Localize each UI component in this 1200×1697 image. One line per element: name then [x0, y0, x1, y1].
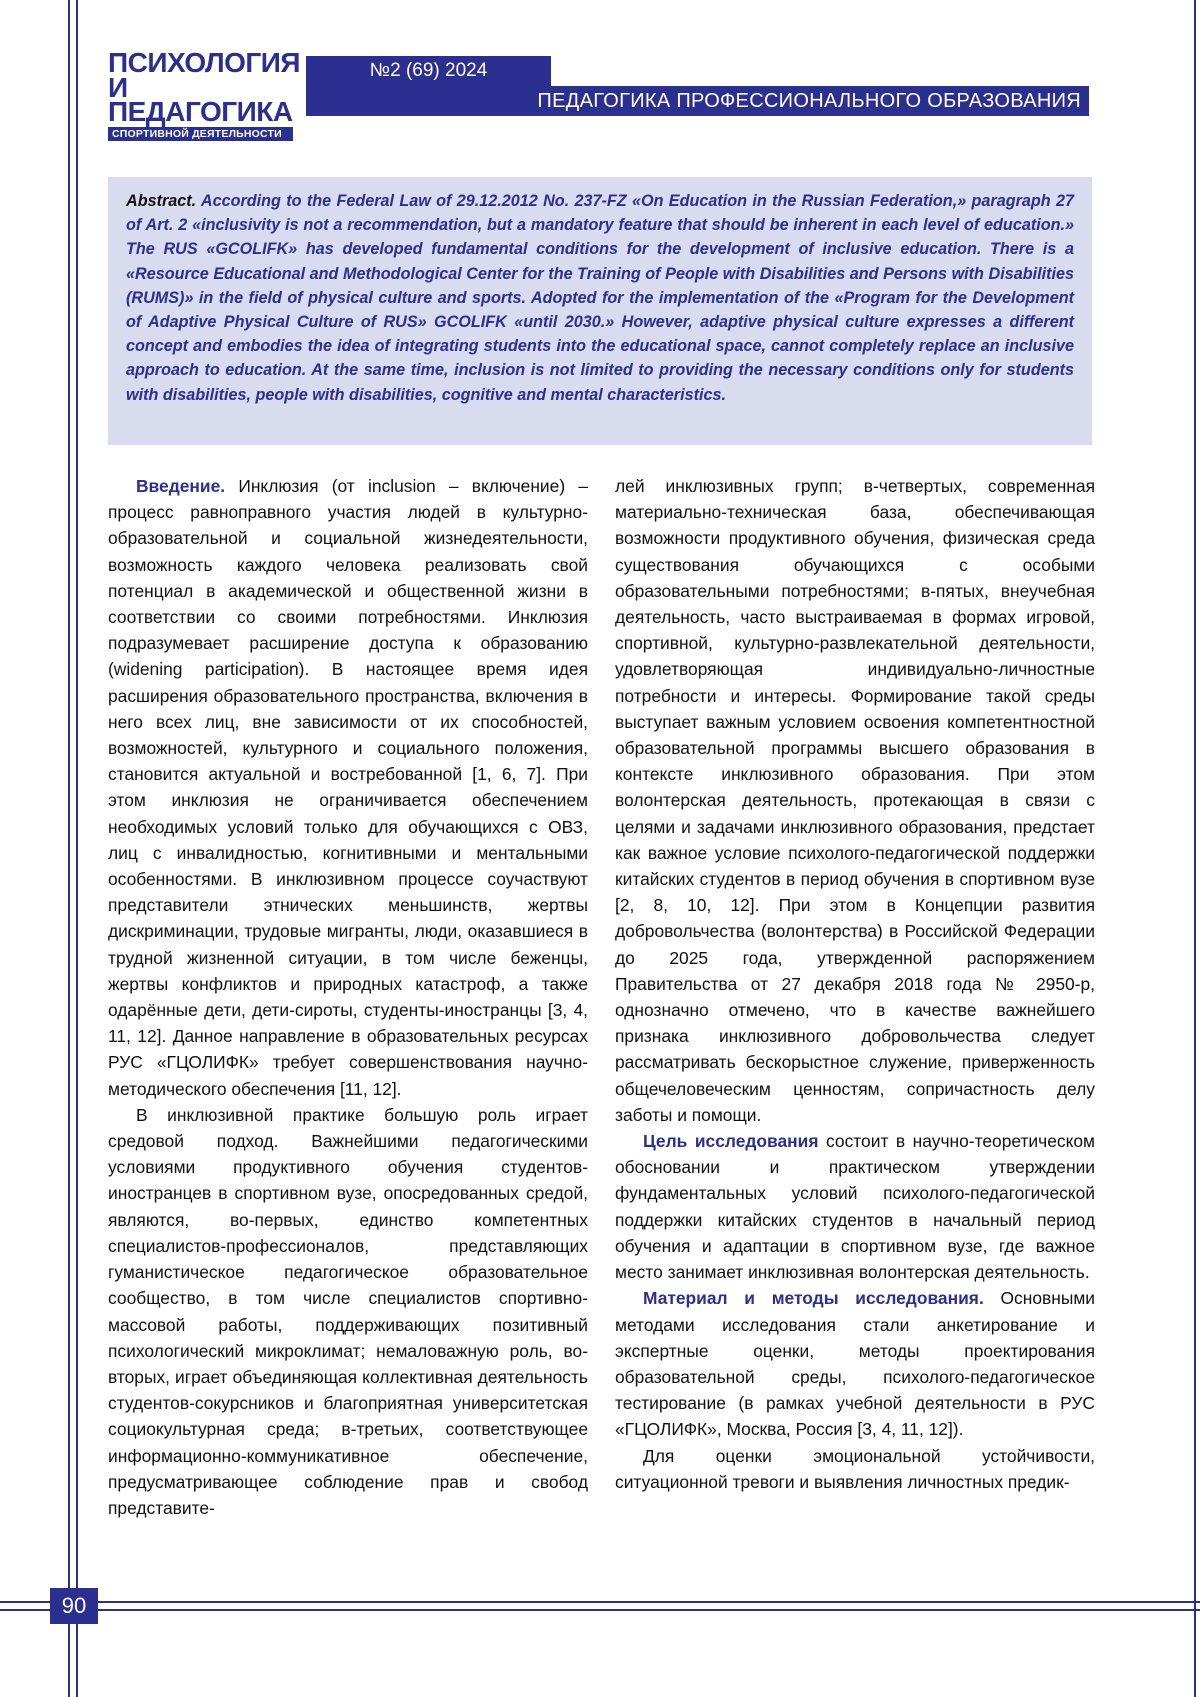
section-title: ПЕДАГОГИКА ПРОФЕССИОНАЛЬНОГО ОБРАЗОВАНИЯ	[306, 86, 1089, 116]
paragraph-text: состоит в научно-теоретическом обосновании и практическом утверждении фундаментальных условий психолого-педагогической поддержки китайских студентов в начальный период обучения и адаптации в спортивном вузе, где важное место занимает инклюзивная волонтерская деятельность.	[615, 1131, 1095, 1283]
paragraph-assessment	[615, 1443, 1095, 1495]
page-number: 90	[50, 1588, 98, 1624]
abstract-label: Abstract.	[126, 192, 197, 210]
frame-bottom-line	[0, 1601, 1200, 1603]
heading-aim: Цель исследования	[643, 1131, 819, 1152]
right-column	[615, 473, 1095, 1495]
issue-number: №2 (69) 2024	[306, 56, 551, 86]
frame-left-line	[68, 0, 70, 1697]
frame-right-line	[1194, 0, 1196, 1697]
logo-line-2: И ПЕДАГОГИКА	[108, 72, 293, 127]
paragraph-text: Для оценки эмоциональной устойчивости, ситуационной тревоги и выявления личностных предик-	[615, 1445, 1095, 1492]
frame-bottom-line-inner	[0, 1609, 1200, 1611]
journal-logo	[108, 47, 301, 141]
paragraph-text: Основными методами исследования стали анкетирование и экспертные оценки, методы проектирования образовательной среды, психолого-педагогическое тестирование (в рамках учебной деятельности в РУС «ГЦОЛИФК», Москва, Россия [3, 4, 11, 12]).	[615, 1288, 1095, 1440]
paragraph-continuation	[615, 473, 1095, 1128]
heading-introduction: Введение.	[136, 476, 226, 496]
paragraph-text: лей инклюзивных групп; в-четвертых, современная материально-техническая база, обеспечивающая возможности продуктивного обучения, физическая среда существования обучающихся с особыми образовательными потребностями; в-пятых, внеучебная деятельность, часто выстраиваемая в формах игровой, спортивной, культурно-развлекательной деятельности, удовлетворяющая индивидуально-личностные потребности и интересы. Формирование такой среды выступает важным условием освоения компетентностной образовательной программы высшего образования в контексте инклюзивного образования. При этом волонтерская деятельность, протекающая в связи с целями и задачами инклюзивного образования, предстает как важное условие психолого-педагогической поддержки китайских студентов в период обучения в спортивном вузе [2, 8, 10, 12]. При этом в Концепции развития добровольчества (волонтерства) в Российской Федерации до 2025 года, утвержденной распоряжением Правительства от 27 декабря 2018 года № 2950-р, однозначно отмечено, что в качестве важнейшего признака инклюзивного добровольчества следует рассматривать бескорыстное служение, приверженность общечеловеческим ценностям, сопричастность делу заботы и помощи.	[615, 476, 1095, 1125]
paragraph-environment	[108, 1102, 588, 1521]
logo-line-1: ПСИХОЛОГИЯ	[108, 47, 301, 78]
paragraph-methods	[615, 1285, 1095, 1442]
abstract-text: According to the Federal Law of 29.12.2012 No. 237-FZ «On Education in the Russian Federation,» paragraph 27 of Art. 2 «inclusivity is not a recommendation, but a mandatory feature that should be inherent in each level of education.» The RUS «GCOLIFK» has developed fundamental conditions for the development of inclusive education. There is a «Resource Educational and Methodological Center for the Training of People with Disabilities and Persons with Disabilities (RUMS)» in the field of physical culture and sports. Adopted for the implementation of the «Program for the Development of Adaptive Physical Culture of RUS» GCOLIFK «until 2030.» However, adaptive physical culture expresses a different concept and embodies the idea of integrating students into the educational space, cannot completely replace an inclusive approach to education. At the same time, inclusion is not limited to providing the necessary conditions only for students with disabilities, people with disabilities, cognitive and mental characteristics.	[126, 192, 1074, 404]
left-column	[108, 473, 588, 1521]
frame-left-line-inner	[76, 0, 78, 1697]
paragraph-text: Инклюзия (от inclusion – включение) – процесс равноправного участия людей в культурно-образовательной и социальной жизнедеятельности, возможность каждого человека реализовать свой потенциал в академической и общественной жизни в соответствии со своими потребностями. Инклюзия подразумевает расширение доступа к образованию (widening participation). В настоящее время идея расширения образовательного пространства, включения в него всех лиц, вне зависимости от их способностей, возможностей, культурного и социального положения, становится актуальной и востребованной [1, 6, 7]. При этом инклюзия не ограничивается обеспечением необходимых условий только для обучающихся с ОВЗ, лиц с инвалидностью, когнитивными и ментальными особенностями. В инклюзивном процессе соучаствуют представители этнических меньшинств, жертвы дискриминации, трудовые мигранты, люди, оказавшиеся в трудной жизненной ситуации, в том числе беженцы, жертвы конфликтов и природных катастроф, а также одарённые дети, дети-сироты, студенты-иностранцы [3, 4, 11, 12]. Данное направление в образовательных ресурсах РУС «ГЦОЛИФК» требует совершенствования научно-методического обеспечения [11, 12].	[108, 476, 588, 1099]
paragraph-text: В инклюзивной практике большую роль играет средовой подход. Важнейшими педагогическими условиями продуктивного обучения студентов-иностранцев в спортивном вузе, опосредованных средой, являются, во-первых, единство компетентных специалистов-профессионалов, представляющих гуманистическое педагогическое образовательное сообщество, в том числе специалистов спортивно-массовой работы, поддерживающих позитивный психологический микроклимат; немаловажную роль, во-вторых, играет объединяющая коллективная деятельность студентов-сокурсников и благоприятная университетская социокультурная среда; в-третьих, соответствующее информационно-коммуникативное обеспечение, предусматривающее соблюдение прав и свобод представите-	[108, 1104, 588, 1518]
paragraph-aim	[615, 1128, 1095, 1285]
paragraph-introduction	[108, 473, 588, 1102]
heading-methods: Материал и методы исследования.	[643, 1288, 984, 1309]
abstract-box	[108, 177, 1092, 445]
logo-line-3: СПОРТИВНОЙ ДЕЯТЕЛЬНОСТИ	[108, 127, 293, 141]
